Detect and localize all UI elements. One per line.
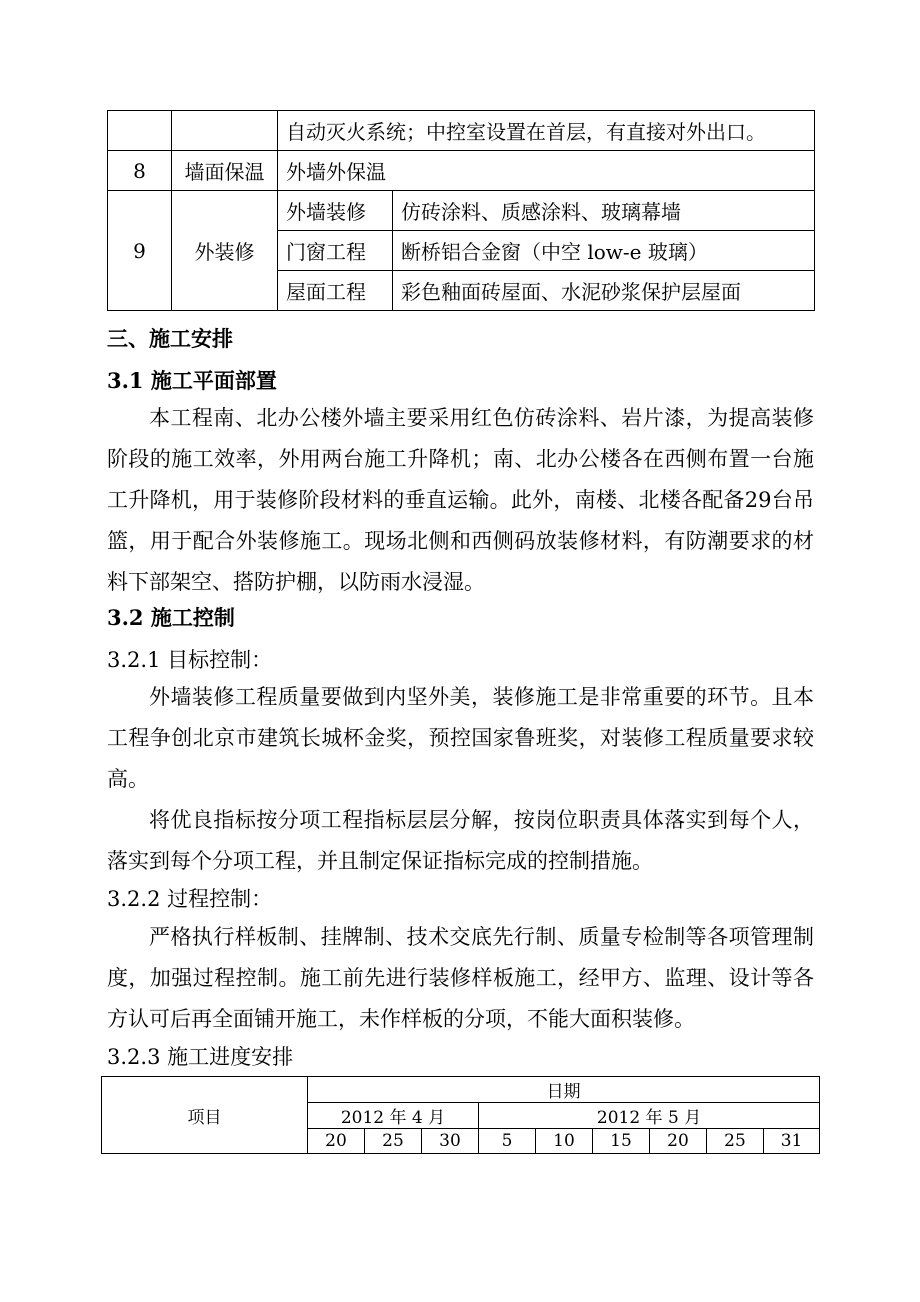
schedule-table [101,1076,820,1154]
desc-cell: 断桥铝合金窗（中空 low-e 玻璃） [393,231,815,271]
day-cell: 25 [707,1129,764,1154]
desc-cell: 彩色釉面砖屋面、水泥砂浆保护层屋面 [393,271,815,311]
day-cell: 10 [536,1129,593,1154]
sub-item-cell: 门窗工程 [278,231,393,271]
month-header: 2012 年 4 月 [308,1103,479,1129]
day-cell: 30 [422,1129,479,1154]
subsection-title: 3.2.3 施工进度安排 [107,1045,294,1069]
num-cell: 9 [108,191,172,311]
day-cell: 20 [308,1129,365,1154]
day-cell: 25 [365,1129,422,1154]
item-cell: 外装修 [172,191,278,311]
spec-table [107,110,815,311]
num-cell: 8 [108,151,172,191]
subsection-title: 3.2 施工控制 [107,605,235,630]
item-cell [172,111,278,151]
subsection-title: 3.1 施工平面部置 [107,368,277,393]
desc-cell: 仿砖涂料、质感涂料、玻璃幕墙 [393,191,815,231]
day-cell: 20 [650,1129,707,1154]
item-cell: 墙面保温 [172,151,278,191]
subsection-title: 3.2.2 过程控制： [107,887,273,911]
item-header: 项目 [102,1077,308,1154]
subsection-title: 3.2.1 目标控制： [107,648,273,672]
table-row [108,111,815,151]
sub-item-cell: 外墙装修 [278,191,393,231]
day-cell: 5 [479,1129,536,1154]
table-row [102,1077,820,1103]
date-header: 日期 [308,1077,820,1103]
sub-item-cell: 屋面工程 [278,271,393,311]
desc-cell: 自动灭火系统；中控室设置在首层，有直接对外出口。 [278,111,815,151]
paragraph: 外墙装修工程质量要做到内坚外美，装修施工是非常重要的环节。且本工程争创北京市建筑长城杯金奖，预控国家鲁班奖，对装修工程质量要求较高。 [107,685,814,791]
table-row [108,191,815,231]
section-title: 三、施工安排 [107,326,233,351]
table-row [108,151,815,191]
paragraph: 将优良指标按分项工程指标层层分解，按岗位职责具体落实到每个人，落实到每个分项工程，并且制定保证指标完成的控制措施。 [107,808,814,873]
paragraph: 严格执行样板制、挂牌制、技术交底先行制、质量专检制等各项管理制度，加强过程控制。施工前先进行装修样板施工，经甲方、监理、设计等各方认可后再全面铺开施工，未作样板的分项，不能大面积装修。 [107,925,814,1031]
desc-cell: 外墙外保温 [278,151,815,191]
month-header: 2012 年 5 月 [479,1103,820,1129]
day-cell: 31 [764,1129,820,1154]
paragraph: 本工程南、北办公楼外墙主要采用红色仿砖涂料、岩片漆，为提高装修阶段的施工效率，外用两台施工升降机；南、北办公楼各在西侧布置一台施工升降机，用于装修阶段材料的垂直运输。此外，南楼、北楼各配备29台吊篮，用于配合外装修施工。现场北侧和西侧码放装修材料，有防潮要求的材料下部架空、搭防护棚，以防雨水浸湿。 [107,406,814,594]
day-cell: 15 [593,1129,650,1154]
num-cell [108,111,172,151]
